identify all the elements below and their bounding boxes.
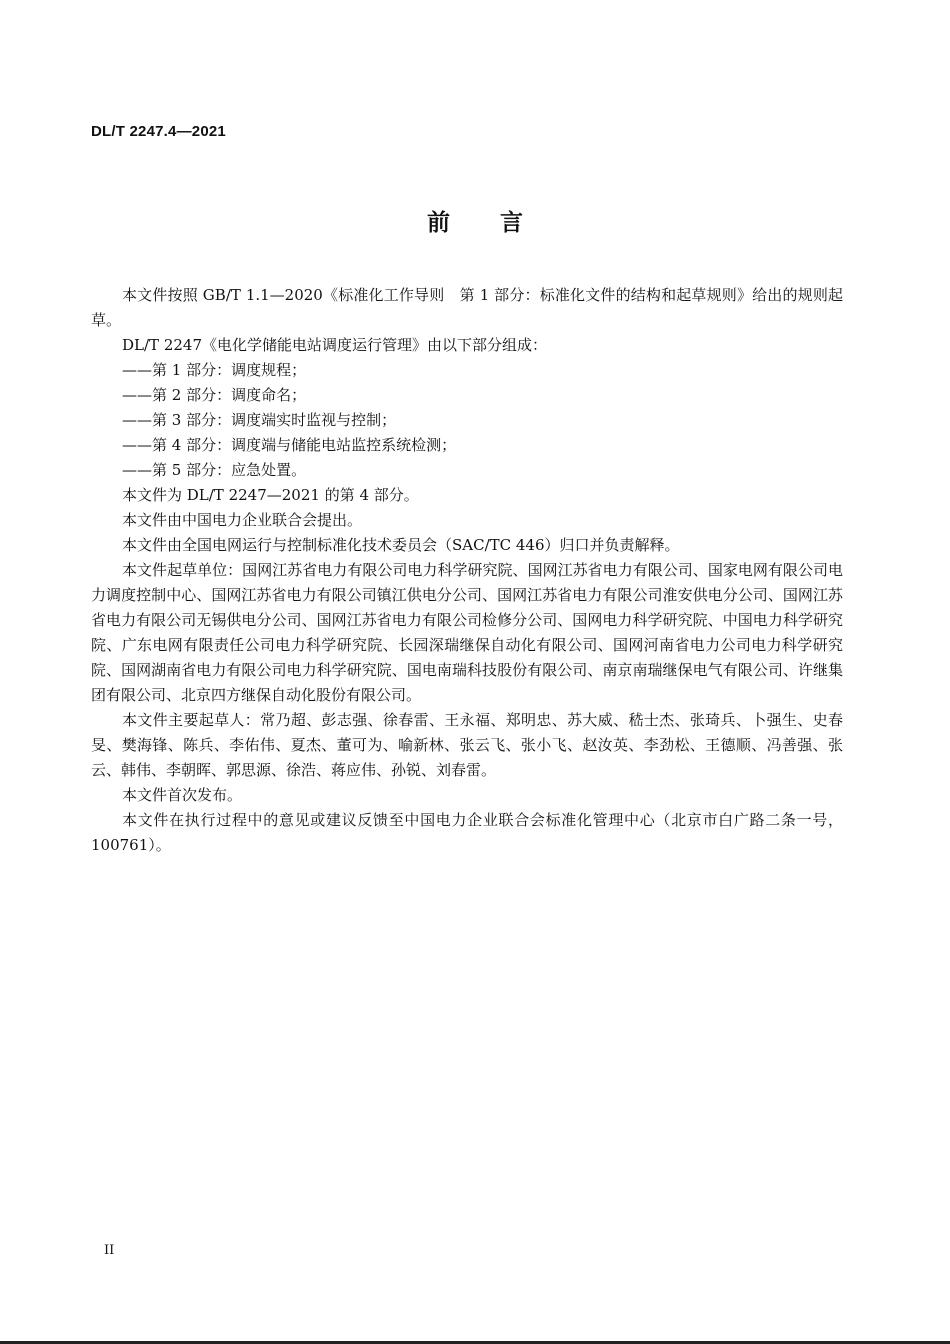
paragraph-part-statement: 本文件为 DL/T 2247—2021 的第 4 部分。	[122, 486, 419, 504]
page-number: II	[104, 1243, 115, 1258]
paragraph-feedback: 本文件在执行过程中的意见或建议反馈至中国电力企业联合会标准化管理中心（北京市白广路二条一号，100761）。	[91, 811, 843, 854]
paragraph-proposer: 本文件由中国电力企业联合会提出。	[122, 511, 363, 529]
paragraph-first-release: 本文件首次发布。	[122, 786, 243, 804]
paragraph-committee: 本文件由全国电网运行与控制标准化技术委员会（SAC/TC 446）归口并负责解释。	[122, 536, 680, 554]
document-code: DL/T 2247.4—2021	[91, 123, 226, 140]
list-item-part-2: ——第 2 部分：调度命名；	[122, 386, 307, 404]
list-item-part-3: ——第 3 部分：调度端实时监视与控制；	[122, 411, 397, 429]
list-item-part-4: ——第 4 部分：调度端与储能电站监控系统检测；	[122, 436, 457, 454]
page-title: 前言	[427, 210, 573, 236]
paragraph-drafting-rules: 本文件按照 GB/T 1.1—2020《标准化工作导则 第 1 部分：标准化文件的结构和起草规则》给出的规则起草。	[91, 286, 843, 329]
list-item-part-1: ——第 1 部分：调度规程；	[122, 361, 307, 379]
list-item-part-5: ——第 5 部分：应急处置。	[122, 461, 307, 479]
paragraph-drafters: 本文件主要起草人：常乃超、彭志强、徐春雷、王永福、郑明忠、苏大威、嵇士杰、张琦兵、卜强生、史春旻、樊海锋、陈兵、李佑伟、夏杰、董可为、喻新林、张云飞、张小飞、赵汝英、李劲松、王德顺、冯善强、张云、韩伟、李朝晖、郭思源、徐浩、蒋应伟、孙锐、刘春雷。	[91, 711, 843, 779]
foreword-body	[91, 283, 843, 858]
paragraph-drafting-units: 本文件起草单位：国网江苏省电力有限公司电力科学研究院、国网江苏省电力有限公司、国家电网有限公司电力调度控制中心、国网江苏省电力有限公司镇江供电分公司、国网江苏省电力有限公司淮安供电分公司、国网江苏省电力有限公司无锡供电分公司、国网江苏省电力有限公司检修分公司、国网电力科学研究院、中国电力科学研究院、广东电网有限责任公司电力科学研究院、长园深瑞继保自动化有限公司、国网河南省电力公司电力科学研究院、国网湖南省电力有限公司电力科学研究院、国电南瑞科技股份有限公司、南京南瑞继保电气有限公司、许继集团有限公司、北京四方继保自动化股份有限公司。	[91, 561, 843, 704]
paragraph-parts-intro: DL/T 2247《电化学储能电站调度运行管理》由以下部分组成：	[122, 336, 547, 354]
